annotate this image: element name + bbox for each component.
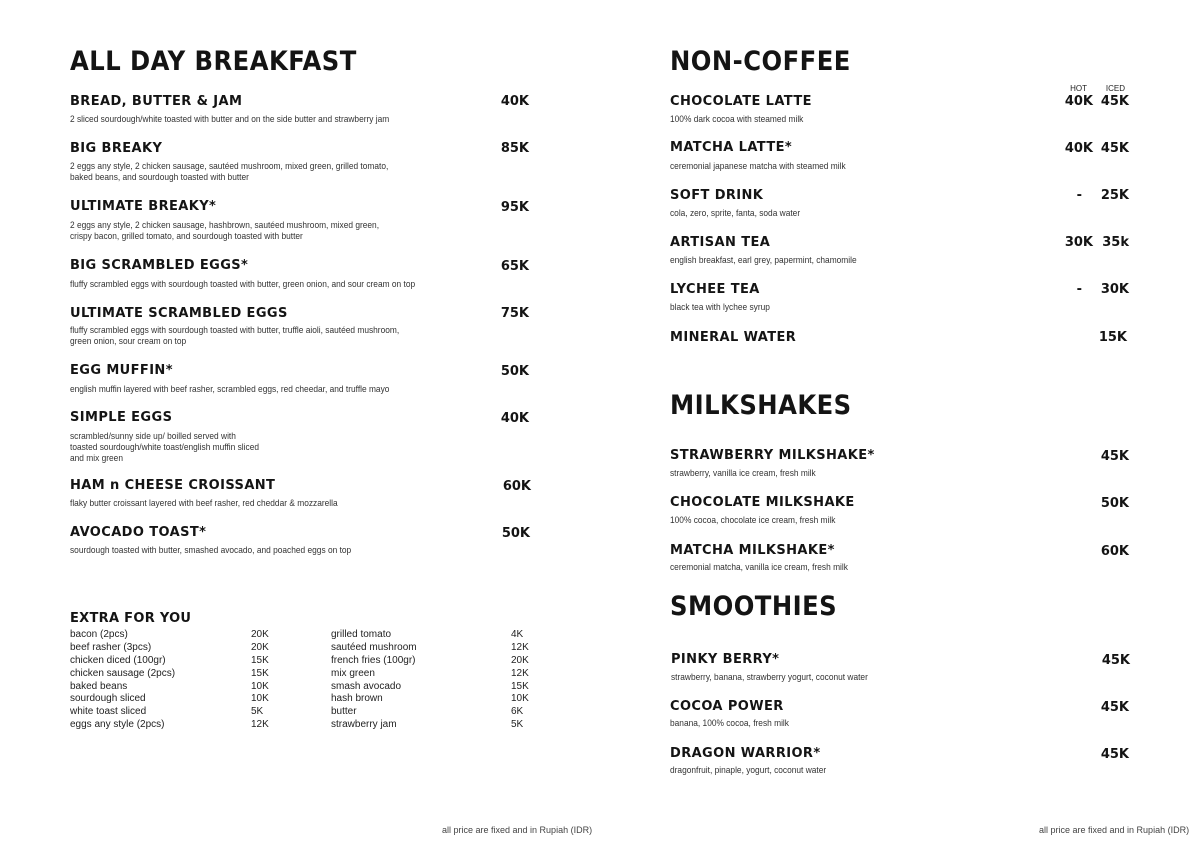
extra-item-price: 6K [511,706,524,718]
menu-item-description: dragonfruit, pinaple, yogurt, coconut water [670,765,827,776]
extra-item-name: chicken diced (100gr) [70,654,166,666]
extras-right-prices [511,630,529,733]
extra-item-price: 15K [511,680,529,692]
menu-item-description: english muffin layered with beef rasher, scrambled eggs, red cheedar, and truffle mayo [70,384,390,395]
menu-item-name: MATCHA LATTE* [670,140,793,155]
extra-item-name: chicken sausage (2pcs) [70,667,176,679]
extra-item-price: 20K [511,654,529,666]
menu-item-name: CHOCOLATE MILKSHAKE [670,495,855,510]
extra-item-price: 10K [251,693,269,705]
extra-item-price: 20K [251,641,269,653]
menu-item-price: 45K [1101,653,1130,668]
menu-item-name: PINKY BERRY* [671,652,780,667]
menu-item-name: SIMPLE EGGS [70,410,173,425]
extra-item-price: 12K [511,641,529,653]
menu-item-name: HAM n CHEESE CROISSANT [70,478,276,493]
menu-item-price: 50K [1100,496,1129,511]
menu-item-name: SOFT DRINK [670,188,764,203]
extra-item-name: smash avocado [331,680,402,692]
extra-item-name: baked beans [70,680,128,692]
section-title-breakfast: ALL DAY BREAKFAST [70,46,357,77]
menu-item-name: ULTIMATE BREAKY* [70,199,217,214]
menu-item-price: 95K [500,200,529,215]
column-header-hot: HOT [1070,84,1087,93]
footer-note-right: all price are fixed and in Rupiah (IDR) [1039,825,1190,835]
extra-item-price: 20K [251,629,269,640]
section-title-noncoffee: NON-COFFEE [670,46,851,77]
menu-item-price-hot: 30K [1064,235,1093,250]
extras-title: EXTRA FOR YOU [70,611,192,626]
menu-item-price-iced: 45K [1100,94,1129,109]
extra-item-name: grilled tomato [331,629,392,640]
menu-item-price: 40K [500,411,529,426]
extras-left-prices [251,630,269,733]
footer-note-left: all price are fixed and in Rupiah (IDR) [442,825,593,835]
menu-item-name: MATCHA MILKSHAKE* [670,543,835,558]
menu-item-description: flaky butter croissant layered with beef rasher, red cheddar & mozzarella [70,498,338,509]
menu-item-name: ULTIMATE SCRAMBLED EGGS [70,306,288,321]
menu-item-price: 50K [501,526,530,541]
extra-item-price: 12K [251,719,269,731]
menu-item-name: LYCHEE TEA [670,282,760,297]
menu-item-description: ceremonial matcha, vanilla ice cream, fresh milk [670,562,848,573]
menu-item-price: 60K [502,479,531,494]
menu-item-price-hot: - [1076,188,1082,203]
menu-item-price: 50K [500,364,529,379]
extra-item-name: butter [331,706,357,718]
extra-item-price: 5K [251,706,264,718]
menu-item-name: BREAD, BUTTER & JAM [70,94,243,109]
menu-item-description: 2 eggs any style, 2 chicken sausage, hashbrown, sautéed mushroom, mixed green, crispy bacon, grilled tomato, and sourdough toasted with butter [70,220,380,242]
extras-left-list [70,630,175,733]
extra-item-name: sautéed mushroom [331,641,417,653]
menu-item-description: fluffy scrambled eggs with sourdough toasted with butter, green onion, and sour cream on top [70,279,416,290]
extra-item-name: eggs any style (2pcs) [70,719,165,731]
extra-item-price: 10K [251,680,269,692]
menu-item-price: 45K [1100,700,1129,715]
menu-item-description: ceremonial japanese matcha with steamed milk [670,161,846,172]
menu-item-description: sourdough toasted with butter, smashed avocado, and poached eggs on top [70,545,352,556]
menu-item-name: BIG SCRAMBLED EGGS* [70,258,249,273]
menu-item-price-hot: 40K [1064,141,1093,156]
menu-item-description: cola, zero, sprite, fanta, soda water [670,208,801,219]
menu-item-price: 75K [500,306,529,321]
menu-item-description: black tea with lychee syrup [670,302,770,313]
section-title-milkshakes: MILKSHAKES [670,390,852,421]
menu-item-description: scrambled/sunny side up/ boilled served with toasted sourdough/white toast/english muffin sliced and mix green [70,431,259,464]
menu-item-description: english breakfast, earl grey, papermint, chamomile [670,255,857,266]
extra-item-price: 4K [511,629,524,640]
menu-item-name: ARTISAN TEA [670,235,771,250]
menu-item-name: CHOCOLATE LATTE [670,94,812,109]
extra-item-name: sourdough sliced [70,693,146,705]
menu-item-price: 45K [1100,747,1129,762]
menu-item-price: 85K [500,141,529,156]
extra-item-price: 12K [511,667,529,679]
menu-item-price-iced: 30K [1100,282,1129,297]
menu-item-price-iced: 45K [1100,141,1129,156]
menu-item-price-hot: - [1076,282,1082,297]
menu-item-description: strawberry, vanilla ice cream, fresh milk [670,468,816,479]
menu-item-price: 65K [500,259,529,274]
extra-item-price: 15K [251,667,269,679]
menu-item-description: 100% cocoa, chocolate ice cream, fresh milk [670,515,836,526]
menu-item-description: strawberry, banana, strawberry yogurt, coconut water [671,672,868,683]
menu-item-price: 40K [500,94,529,109]
menu-item-description: 2 sliced sourdough/white toasted with butter and on the side butter and strawberry jam [70,114,390,125]
menu-item-name: MINERAL WATER [670,330,797,345]
extra-item-price: 10K [511,693,529,705]
menu-item-name: STRAWBERRY MILKSHAKE* [670,448,875,463]
extra-item-name: french fries (100gr) [331,654,416,666]
menu-item-name: AVOCADO TOAST* [70,525,207,540]
menu-item-price-iced: 25K [1100,188,1129,203]
section-title-smoothies: SMOOTHIES [670,591,838,622]
menu-item-description: 2 eggs any style, 2 chicken sausage, sautéed mushroom, mixed green, grilled tomato, baked beans, and sourdough toasted with butter [70,161,389,183]
menu-item-description: banana, 100% cocoa, fresh milk [670,718,789,729]
extra-item-name: hash brown [331,693,383,705]
menu-item-name: COCOA POWER [670,699,784,714]
extra-item-price: 15K [251,654,269,666]
extra-item-name: mix green [331,667,375,679]
menu-item-price: 60K [1100,544,1129,559]
menu-item-name: EGG MUFFIN* [70,363,173,378]
column-header-iced: ICED [1105,84,1125,93]
menu-item-price-iced: 35k [1102,235,1129,250]
extra-item-price: 5K [511,719,524,731]
menu-item-price-hot: 40K [1064,94,1093,109]
extra-item-name: white toast sliced [70,706,147,718]
extra-item-name: bacon (2pcs) [70,629,128,640]
menu-item-description: 100% dark cocoa with steamed milk [670,114,804,125]
menu-item-price: 45K [1100,449,1129,464]
extras-right-list [331,630,417,733]
extra-item-name: beef rasher (3pcs) [70,641,152,653]
menu-item-name: DRAGON WARRIOR* [670,746,821,761]
menu-item-description: fluffy scrambled eggs with sourdough toasted with butter, truffle aioli, sautéed mushroom, green onion, sour cream on top [70,325,400,347]
menu-item-name: BIG BREAKY [70,141,163,156]
extra-item-name: strawberry jam [331,719,397,731]
menu-item-price-iced: 15K [1098,330,1127,345]
